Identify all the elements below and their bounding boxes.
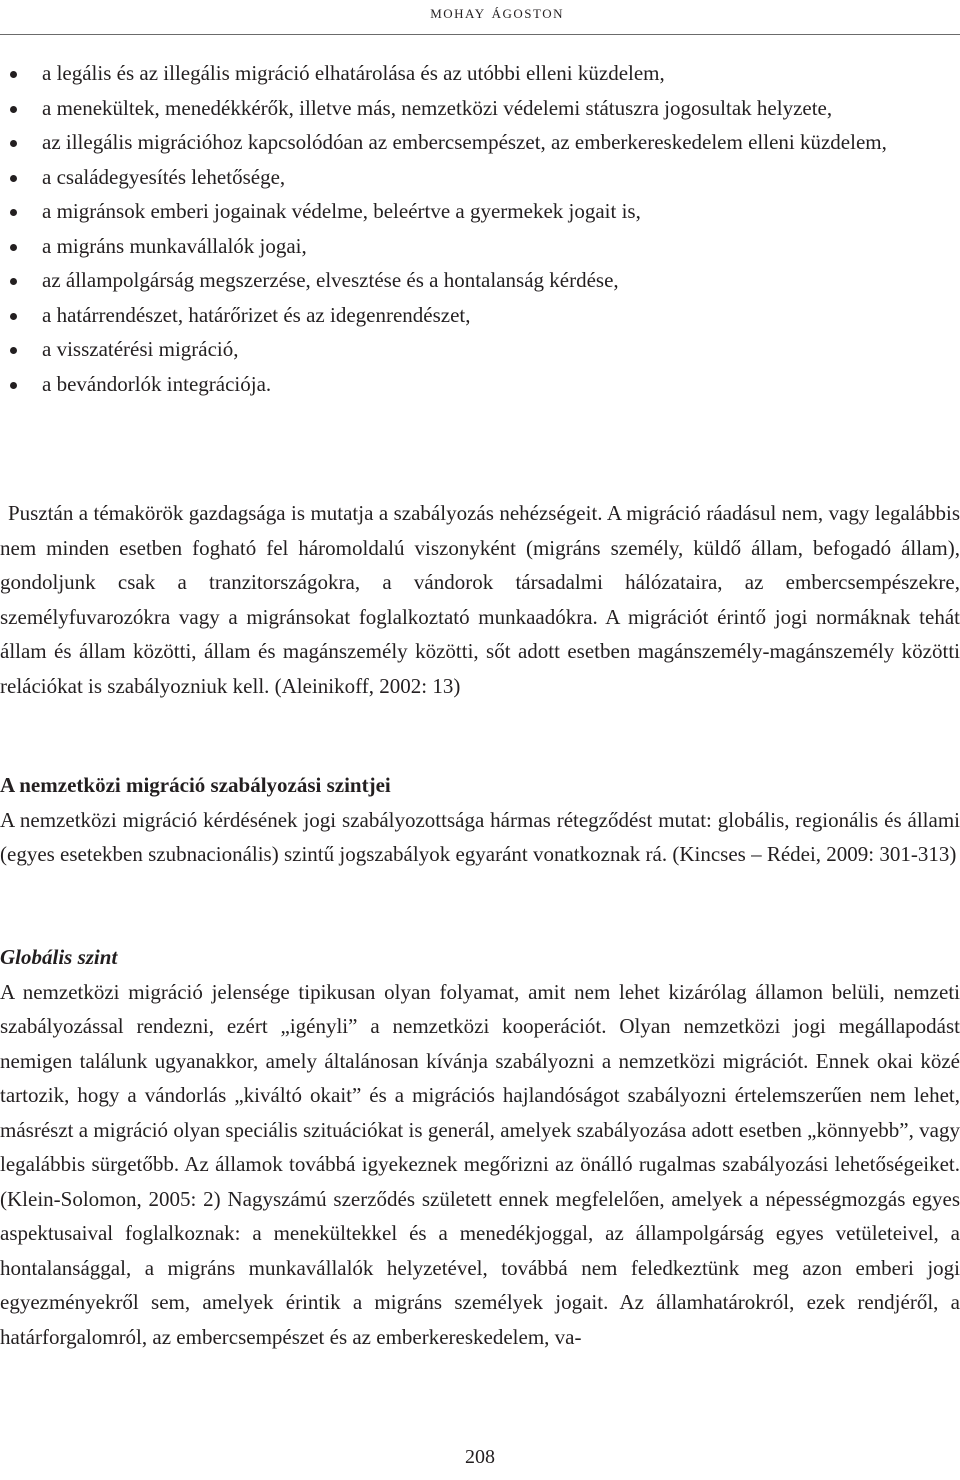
list-item: az állampolgárság megszerzése, elvesztése és a hontalanság kérdése,	[0, 263, 960, 298]
running-header-title: mohay ágoston	[430, 2, 564, 22]
body-paragraph: A nemzetközi migráció kérdésének jogi szabályozottsága hármas rétegződést mutat: globális, regionális és állami (egyes esetekben szubnacionális) szintű jogszabályok egyaránt vonatkoznak rá. (Kincses – Rédei, 2009: 301-313)	[0, 807, 960, 866]
intro-paragraph-block	[0, 496, 960, 703]
section-levels	[0, 768, 960, 872]
running-header	[0, 2, 960, 23]
body-paragraph: A nemzetközi migráció jelensége tipikusan olyan folyamat, amit nem lehet kizárólag államon belüli, nemzeti szabályozással rendezni, ezért „igényli” a nemzetközi kooperációt. Olyan nemzetközi jogi megállapodást nemigen találunk ugyanakkor, amely általánosan kívánja szabályozni a nemzetközi migrációt. Ennek okai közé tartozik, hogy a vándorlás „kiváltó okait” és a migrációs hajlandóságot szabályozni értelemszerűen nem lehet, másrészt a migráció olyan speciális szituációkat is generál, amelyek szabályozása adott esetben „könnyebb”, vagy legalábbis sürgetőbb. Az államok továbbá igyekeznek megőrizni az önálló rugalmas szabályozási lehetőségeiket. (Klein-Solomon, 2005: 2) Nagyszámú szerződés született ennek megfelelően, amelyek a népességmozgás egyes aspektusaival foglalkoznak: a menekültekkel és a menedékjoggal, az állampolgárság egyes vetületeivel, a hontalansággal, a migráns munkavállalók helyzetével, továbbá nem feledkeztünk meg azon emberi jogi egyezményekről sem, amelyek érintik a migráns személyek jogait. Az államhatárokról, ezek rendjéről, a határforgalomról, az embercsempészet és az emberkereskedelem, va-	[0, 979, 960, 1349]
bullet-icon	[10, 209, 17, 216]
list-item: a migránsok emberi jogainak védelme, beleértve a gyermekek jogait is,	[0, 194, 960, 229]
list-item: a legális és az illegális migráció elhatárolása és az utóbbi elleni küzdelem,	[0, 56, 960, 91]
bullet-icon	[10, 313, 17, 320]
bullet-icon	[10, 71, 17, 78]
list-item: a migráns munkavállalók jogai,	[0, 229, 960, 264]
topic-bullet-list	[0, 56, 960, 401]
list-item: a bevándorlók integrációja.	[0, 367, 960, 402]
subsection-heading: Globális szint	[0, 945, 118, 969]
bullet-icon	[10, 175, 17, 182]
bullet-icon	[10, 140, 17, 147]
list-item: a családegyesítés lehetősége,	[0, 160, 960, 195]
bullet-icon	[10, 382, 17, 389]
page-number: 208	[465, 1446, 495, 1468]
bullet-icon	[10, 244, 17, 251]
list-item: a visszatérési migráció,	[0, 332, 960, 367]
bullet-icon	[10, 278, 17, 285]
bullet-icon	[10, 347, 17, 354]
header-rule	[0, 34, 960, 35]
section-heading: A nemzetközi migráció szabályozási szintjei	[0, 773, 391, 797]
list-item: az illegális migrációhoz kapcsolódóan az embercsempészet, az emberkereskedelem elleni küzdelem,	[0, 125, 960, 160]
bullet-icon	[10, 106, 17, 113]
list-item: a határrendészet, határőrizet és az idegenrendészet,	[0, 298, 960, 333]
body-paragraph: Pusztán a témakörök gazdagsága is mutatja a szabályozás nehézségeit. A migráció ráadásul nem, vagy legalábbis nem minden esetben fogható fel háromoldalú viszonyként (migráns személy, küldő állam, befogadó állam), gondoljunk csak a tranzitországokra, a vándorok társadalmi hálózataira, az embercsempészekre, személyfuvarozókra vagy a migránsokat foglalkoztató munkaadókra. A migrációt érintő jogi normáknak tehát állam és állam közötti, állam és magánszemély közötti, sőt adott esetben magánszemély-magánszemély közötti relációkat is szabályozniuk kell. (Aleinikoff, 2002: 13)	[0, 501, 960, 698]
section-global-level	[0, 940, 960, 1354]
list-item: a menekültek, menedékkérők, illetve más, nemzetközi védelemi státuszra jogosultak helyzete,	[0, 91, 960, 126]
